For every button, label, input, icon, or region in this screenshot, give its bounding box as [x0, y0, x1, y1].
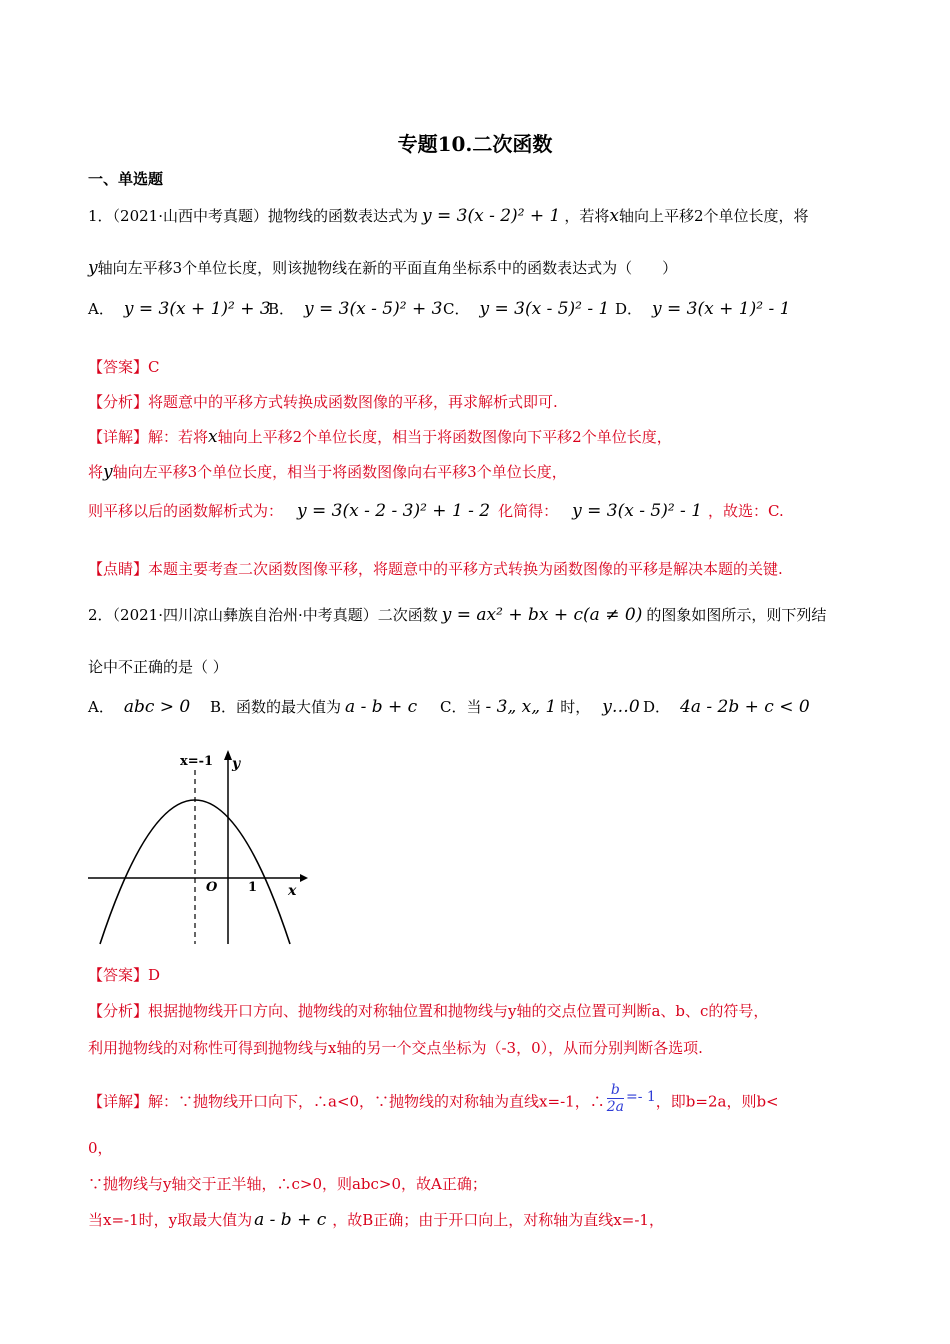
option-expression: y = 3(x - 5)² + 3	[304, 299, 443, 319]
x-axis-label: x	[288, 883, 297, 899]
option-label: C．	[443, 300, 470, 318]
detail-expression: y = 3(x - 5)² - 1	[572, 501, 703, 521]
q2-option-c[interactable]	[440, 696, 640, 717]
option-text: 时，	[560, 698, 591, 716]
q1-option-c[interactable]	[443, 298, 609, 319]
q2-option-d[interactable]	[643, 696, 810, 717]
detail-text: 化简得：	[498, 502, 559, 520]
detail-text: 当x=-1时，y取最大值为	[88, 1211, 253, 1229]
q2-detail-1	[88, 1082, 779, 1119]
q2-option-b[interactable]	[210, 696, 417, 717]
detail-expression: y = 3(x - 2 - 3)² + 1 - 2	[297, 501, 491, 521]
detail-text: 轴向上平移2个单位长度，相当于将函数图像向下平移2个单位长度，	[217, 428, 672, 446]
symmetry-label: x=-1	[180, 754, 214, 769]
q2-source: （2021·四川凉山彝族自治州·中考真题）二次函数	[112, 606, 438, 624]
detail-var-y: y	[103, 462, 113, 482]
option-expression: - 3„ x„ 1	[485, 697, 557, 717]
page-title: 专题10.二次函数	[397, 132, 553, 156]
detail-text: 将	[88, 463, 104, 481]
q2-detail-3: ∵抛物线与y轴交于正半轴，∴c>0，则abc>0，故A正确；	[88, 1175, 487, 1193]
q2-detail-2: 0，	[88, 1139, 113, 1157]
q1-detail-1	[88, 426, 672, 447]
q2-text: 的图象如图所示，则下列结	[646, 606, 827, 624]
q2-analysis-1: 【分析】根据抛物线开口方向、抛物线的对称轴位置和抛物线与y轴的交点位置可判断a、b、c的符号，	[88, 1002, 769, 1020]
option-label: A．	[88, 698, 114, 716]
option-expression: y = 3(x + 1)² - 1	[652, 299, 791, 319]
fraction-denominator: 2a	[606, 1099, 624, 1115]
q1-text: ，若将	[564, 207, 610, 225]
option-expression: abc > 0	[123, 697, 191, 717]
detail-text: ，故B正确；由于开口向上，对称轴为直线x=-1，	[332, 1211, 664, 1229]
q1-line2-text: 轴向左平移3个单位长度，则该抛物线在新的平面直角坐标系中的函数表达式为（ ）	[97, 259, 678, 277]
q2-number: 2．	[88, 606, 113, 624]
q1-text2: 轴向上平移2个单位长度，将	[618, 207, 809, 225]
q2-answer: 【答案】D	[88, 966, 161, 984]
y-axis-label: y	[232, 756, 241, 772]
detail-var-x: x	[208, 427, 218, 447]
detail-text: 则平移以后的函数解析式为：	[88, 502, 284, 520]
q1-analysis: 【分析】将题意中的平移方式转换成函数图像的平移，再求解析式即可.	[88, 393, 558, 411]
q1-detail-3	[88, 500, 784, 521]
option-expression: y…0	[602, 697, 640, 717]
option-label: A．	[88, 300, 114, 318]
q1-line1	[88, 205, 809, 226]
q1-var-y: y	[88, 258, 98, 278]
fraction-numerator: b	[607, 1082, 624, 1099]
option-expression: y = 3(x - 5)² - 1	[479, 299, 610, 319]
q2-line1	[88, 604, 826, 625]
detail-text: 轴向左平移3个单位长度，相当于将函数图像向右平移3个单位长度，	[112, 463, 567, 481]
fraction	[607, 1082, 624, 1115]
section-heading: 一、单选题	[88, 170, 164, 188]
q1-source: （2021·山西中考真题）抛物线的函数表达式为	[112, 207, 418, 225]
q1-option-d[interactable]	[615, 298, 790, 319]
detail-text: 【详解】解：若将	[88, 428, 209, 446]
q1-line2	[88, 257, 677, 278]
q1-option-a[interactable]	[88, 298, 271, 319]
q1-number: 1．	[88, 207, 113, 225]
q1-answer: 【答案】C	[88, 358, 160, 376]
option-expression: a - b + c	[345, 697, 418, 717]
y-axis-arrow	[224, 750, 232, 760]
q2-line2: 论中不正确的是（ ）	[88, 658, 228, 676]
q2-expression: y = ax² + bx + c(a ≠ 0)	[441, 605, 643, 625]
detail-text: 【详解】解：∵抛物线开口向下，∴a<0，∵抛物线的对称轴为直线x=-1，∴	[88, 1092, 605, 1111]
option-label: C．当	[440, 698, 482, 716]
detail-expression: a - b + c	[254, 1210, 327, 1230]
q1-var-x: x	[609, 206, 619, 226]
option-label: B．	[268, 300, 295, 318]
option-label: D．	[643, 698, 671, 716]
option-expression: 4a - 2b + c < 0	[680, 697, 810, 717]
q2-analysis-2: 利用抛物线的对称性可得到抛物线与x轴的另一个交点坐标为（-3，0），从而分别判断各选项.	[88, 1039, 703, 1057]
q1-detail-2	[88, 461, 567, 482]
option-expression: y = 3(x + 1)² + 3	[123, 299, 271, 319]
q1-comment: 【点睛】本题主要考查二次函数图像平移，将题意中的平移方式转换为函数图像的平移是解决本题的关键.	[88, 560, 783, 578]
q1-option-b[interactable]	[268, 298, 442, 319]
option-label: B．函数的最大值为	[210, 698, 342, 716]
origin-label: O	[206, 880, 218, 895]
fraction-result: =- 1	[625, 1088, 656, 1105]
q1-expression: y = 3(x - 2)² + 1	[422, 206, 561, 226]
q2-detail-4	[88, 1209, 664, 1230]
q2-option-a[interactable]	[88, 696, 190, 717]
x-axis-arrow	[300, 874, 308, 882]
detail-text: ，即b=2a，则b<	[655, 1092, 779, 1111]
detail-text: ，故选：C.	[708, 502, 784, 520]
option-label: D．	[615, 300, 643, 318]
tick-label-1: 1	[248, 880, 258, 895]
parabola-graph	[88, 748, 308, 948]
